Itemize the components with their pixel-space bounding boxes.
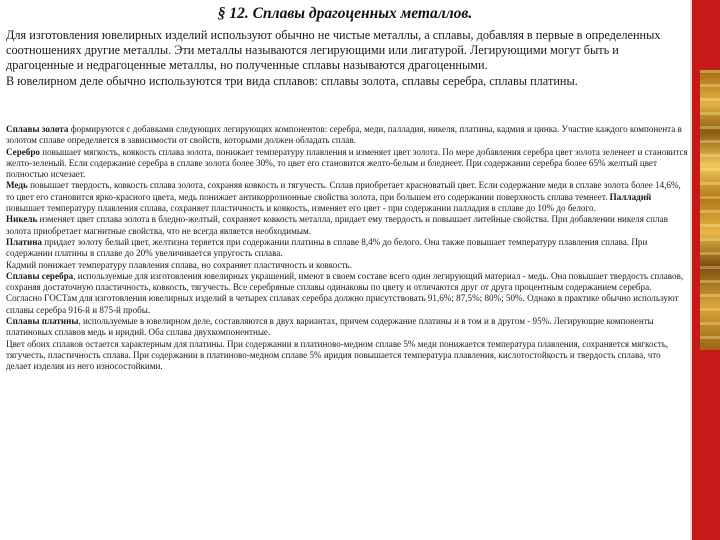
body-paragraph	[6, 271, 688, 316]
body-paragraph	[6, 260, 688, 271]
body-paragraph	[6, 316, 688, 339]
paragraph-text: , используемые для изготовления ювелирных украшений, имеют в своем составе всего один легирующий материал - медь. Она повышает твердость сплавов, сохраняя достаточную пластичность, ковкость, тягучесть. Все серебряные сплавы одинаковы по цвету и отличаются друг от друга процентным содержанием серебра. Согласно ГОСТам для изготовления ювелирных изделий в четырех сплавах серебра должно присутствовать 91,6%; 87,5%; 80%; 50%. Однако в практике обычно используют сплавы серебра 916-й и 875-й пробы.	[6, 270, 684, 315]
body-paragraph	[6, 214, 688, 237]
gold-bars-image	[700, 70, 720, 350]
term: Платина	[6, 236, 42, 247]
intro-paragraph: Для изготовления ювелирных изделий используют обычно не чистые металлы, а сплавы, добавляя в первые в определенных соотношениях другие металлы. Эти металлы называются легирующими или лигатурой. Легирующими могут быть и драгоценные и недрагоценные металлы, но полученные сплавы называются драгоценными.	[6, 28, 661, 73]
term: Сплавы серебра	[6, 270, 74, 281]
term: Сплавы золота	[6, 124, 69, 134]
term: Сплавы платины	[6, 316, 79, 327]
paragraph-text: изменяет цвет сплава золота в бледно-желтый, сохраняет ковкость металла, придает ему твердость и повышает литейные свойства. При добавлении никеля сплав золота приобретает магнитные свойства, что не всегда является необходимым.	[6, 214, 668, 236]
paragraph-text: , используемые в ювелирном деле, составляются в двух вариантах, причем содержание платины и в том и в другом - 95%. Легирующие компоненты платиновых сплавов медь и иридий. Оба сплава двухкомпонентные.	[6, 316, 654, 338]
body-text	[6, 124, 688, 373]
paragraph-text: повышает мягкость, ковкость сплава золота, понижает температуру плавления и изменяет цвет золота. По мере добавления серебра цвет золота зеленеет и становится желто-зеленый. Если содержание серебра в сплаве золота более 30%, то цвет его становится желто-белым и бледнеет. При содержании серебра более 65% желтый цвет полностью исчезает.	[6, 146, 688, 180]
intro-text	[6, 28, 686, 89]
paragraph-text: повышает температуру плавления сплава, сохраняет пластичность и ковкость, изменяет его цвет - при содержании палладия в сплаве до 10% до белого.	[6, 203, 596, 214]
body-paragraph	[6, 237, 688, 260]
body-paragraph	[6, 339, 688, 373]
paragraph-text: придает золоту белый цвет, желтизна теряется при содержании платины в сплаве 8,4% до белого. Она также повышает температуру плавления сплава. При содержании платины в сплаве до 20% увеличивается упругость сплава.	[6, 236, 648, 259]
paragraph-text: Цвет обоих сплавов остается характерным для платины. При содержании в платиново-медном сплаве 5% меди понижается температура плавления, сохраняется мягкость, тягучесть, пластичность сплава. При содержании в платиново-медном сплаве 5% иридия повышается температура плавления, кислотостойкость и твердость сплава, что делает изделия из него износостойкими.	[6, 338, 669, 372]
term: Серебро	[6, 146, 40, 157]
body-paragraph	[6, 147, 688, 181]
term: Палладий	[609, 191, 652, 202]
paragraph-text: формируются с добавками следующих легирующих компонентов: серебра, меди, палладия, никеля, платины, кадмия и цинка. Участие каждого компонента в золотом сплаве определяется в зависимости от свойств, которыми должен обладать сплав.	[6, 124, 682, 146]
intro-paragraph: В ювелирном деле обычно используются три вида сплавов: сплавы золота, сплавы серебра, сплавы платины.	[6, 73, 578, 88]
body-paragraph	[6, 124, 688, 147]
paragraph-text: повышает твердость, ковкость сплава золота, сохраняя ковкость и тягучесть. Сплав приобретает красноватый цвет. Если содержание меди в сплаве золота более 14,6%, то цвет его становится ярко-красного цвета, медь понижает антикоррозионные свойства золота, при большем его содержании поверхность сплава темнеет.	[6, 180, 681, 202]
term: Никель	[6, 214, 38, 225]
paragraph-text: Кадмий понижает температуру плавления сплава, но сохраняет пластичность и ковкость.	[6, 259, 352, 270]
term: Медь	[6, 180, 28, 191]
slide-title: § 12. Сплавы драгоценных металлов.	[217, 5, 473, 22]
body-paragraph	[6, 180, 688, 214]
